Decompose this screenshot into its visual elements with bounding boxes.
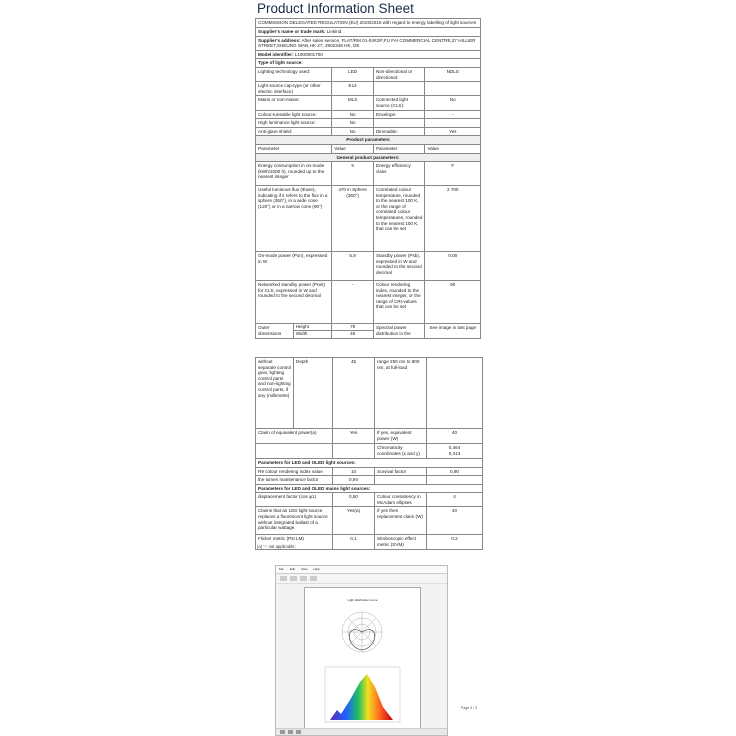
footnote: (a) '-': not applicable; — [257, 544, 296, 549]
product-information-sheet — [255, 0, 481, 339]
cell: 2 700 — [446, 187, 459, 193]
col-header: Value — [427, 145, 439, 151]
page-graphics — [305, 602, 420, 727]
cell: 40 — [451, 508, 458, 514]
cell: 0,50 — [333, 493, 375, 506]
cell: the lumen maintenance factor — [256, 476, 333, 484]
polar-diagram — [342, 612, 382, 652]
depth-label: Depth — [294, 358, 333, 428]
cell: 40 — [451, 430, 458, 435]
model-label: Model identifier: — [258, 51, 294, 57]
cell: No — [332, 128, 374, 136]
cell: displacement factor (cos φ1) — [256, 493, 333, 506]
table-continuation — [255, 357, 483, 550]
menu-item[interactable]: View — [301, 567, 308, 571]
cell: On-mode power (Pon), expressed in W — [256, 252, 332, 280]
cell — [427, 476, 482, 484]
spectral-label: Spectral power distribution in the — [374, 324, 426, 338]
cell: No — [332, 111, 374, 119]
viewer-menu — [276, 566, 447, 574]
dim-width-value: 45 — [350, 330, 356, 336]
cell: MLS — [332, 96, 374, 109]
cell: Colour rendering index, rounded to the nearest integer, or the range of CRI-values that can be set — [374, 281, 426, 323]
cell: Light source cap-type (or other electric interface) — [256, 82, 332, 95]
spectrum-plot — [325, 667, 400, 722]
cell: 5,9 — [332, 252, 374, 280]
page-title: Product Information Sheet — [257, 1, 414, 16]
cell: Colour consistency in McAdam ellipses — [375, 493, 427, 506]
type-heading: Type of light source: — [258, 60, 303, 66]
page-number: Page 3 / 3 — [461, 706, 477, 710]
led-heading: Parameters for LED and OLED light sources: — [258, 460, 356, 465]
cell: No — [332, 119, 374, 127]
page-heading: Light distribution curve — [347, 598, 378, 602]
cell: - — [451, 111, 454, 117]
cell: Yes(a) — [333, 507, 375, 534]
cell: 5 — [332, 162, 374, 185]
menu-item[interactable]: Help — [313, 567, 320, 571]
mains-heading: Parameters for LED and OLED mains light sources: — [258, 485, 371, 491]
viewer-toolbar — [276, 574, 447, 584]
regulation-text: COMMISSION DELEGATED REGULATION (EU) 2019/2015 with regard to energy labelling of light sources — [256, 19, 480, 28]
cell: 0,2 — [451, 536, 458, 542]
outer-dimensions-label: Outer dimensions — [256, 324, 294, 338]
cell: 0,1 — [333, 535, 375, 549]
cell: E14 — [332, 82, 374, 95]
taskbar-icon[interactable] — [288, 730, 293, 734]
cell: 0,00 — [448, 253, 458, 259]
cell: Correlated colour temperature, rounded to the nearest 100 K, or the range of correlated colour temperatures, rounded to the nearest 100 K, that can be set — [374, 186, 426, 251]
cell: If yes then replacement claim (W) — [375, 507, 427, 534]
product-params-heading: Product parameters — [256, 136, 480, 144]
cell: Claims that an LED light source replaces a fluorescent light source without integrated ballast of a particular wattage. — [256, 507, 333, 534]
spectral-empty — [427, 358, 482, 428]
cell: Survival factor — [375, 468, 427, 476]
cell: R9 colour rendering index value — [256, 468, 333, 476]
cell: 0,94 — [333, 476, 375, 484]
spectral-cont: range 250 nm to 800 nm, at full-load — [375, 358, 427, 428]
taskbar-icon[interactable] — [280, 730, 285, 734]
cell: Standby power (Psb), expressed in W and rounded to the second decimal — [374, 252, 426, 280]
cell: 0,464 0,413 — [448, 445, 461, 456]
supplier-name: Linkind — [326, 29, 342, 34]
cell: Non-directional or directional: — [374, 68, 426, 81]
cell — [333, 444, 375, 458]
embedded-viewer-screenshot — [275, 565, 477, 736]
col-header: Parameter — [374, 145, 426, 153]
cell: Stroboscopic effect metric (SVM) — [375, 535, 427, 549]
cell: 90 — [450, 282, 456, 288]
cell: Connected light source (CLS): — [374, 96, 426, 109]
cell: Anti-glare shield: — [256, 128, 332, 136]
dim-height-label: Height — [294, 324, 332, 331]
menu-item[interactable]: Edit — [289, 567, 296, 571]
cell: Flicker metric (Pst LM) — [256, 535, 333, 549]
cell: High luminance light source: — [256, 119, 332, 127]
model-identifier: L1000901700 — [294, 51, 323, 57]
cell: 10 — [333, 468, 375, 476]
cell — [256, 444, 333, 458]
cell: Yes — [333, 429, 375, 443]
cell: LED — [332, 68, 374, 81]
cell — [375, 476, 427, 484]
cell: Dimmable: — [374, 128, 426, 136]
supplier-address: After sales service, FLAT/RM 01-04#2/F,FU FAI COMMERCIAL CENTRE,27 HILLIER STREET,SHEUNG WAN,HK 27, 2902348 HK, DE — [258, 37, 476, 49]
dim-width-label: Width — [295, 330, 308, 336]
outer-dimensions-cont: without separate control gear, lighting control parts and non-lighting control parts, if any (millimetre) — [256, 358, 294, 428]
cell: NDLS — [446, 68, 459, 74]
cell: If yes, equivalent power (W) — [375, 429, 427, 443]
cell: Claim of equivalent power(a) — [256, 429, 333, 443]
taskbar — [276, 728, 447, 735]
toolbar-icon[interactable] — [280, 576, 287, 581]
general-heading: General product parameters: — [256, 154, 480, 162]
col-header: Value — [332, 145, 374, 153]
cell: Chromaticity coordinates (x and y) — [375, 444, 427, 458]
cell — [374, 82, 426, 95]
cell: Yes — [448, 128, 457, 134]
supplier-address-label: Supplier's address: — [258, 37, 301, 43]
cell — [425, 119, 480, 127]
cell: Colour-tuneable light source: — [256, 111, 332, 119]
depth-value: 45 — [333, 358, 375, 428]
cell — [374, 119, 426, 127]
cell: Networked standby power (Pnet) for CLS, expressed in W and rounded to the second decimal — [256, 281, 332, 323]
cell: F — [451, 163, 455, 169]
cell: Energy consumption in on-mode (kWh/1000 h), rounded up to the nearest integer — [256, 162, 332, 185]
cell: Mains or non-mains: — [256, 96, 332, 109]
toolbar-icon[interactable] — [310, 576, 317, 581]
menu-item[interactable]: File — [279, 567, 284, 571]
toolbar-icon[interactable] — [300, 576, 307, 581]
cell: Energy efficiency class — [374, 162, 426, 185]
supplier-name-label: Supplier's name or trade mark: — [258, 29, 326, 34]
document-page — [304, 587, 421, 729]
cell: Lighting technology used: — [256, 68, 332, 81]
cell: Envelope: — [374, 111, 426, 119]
col-header: Parameter — [256, 145, 332, 153]
cell: 0,90 — [450, 468, 459, 474]
cell: - — [332, 281, 374, 323]
cell: 4 — [453, 494, 456, 500]
cell: No — [449, 97, 456, 103]
cell: Useful luminous flux (Φuse), indicating if it refers to the flux in a sphere (360°), in a wide cone (120°) or in a narrow cone (90°) — [256, 186, 332, 251]
dim-height-value: 78 — [332, 324, 373, 331]
cell: 470 in Sphere (360°) — [332, 186, 374, 251]
taskbar-icon[interactable] — [296, 730, 301, 734]
spectral-value: See image in last page — [429, 325, 477, 331]
toolbar-icon[interactable] — [290, 576, 297, 581]
cell — [425, 82, 480, 95]
